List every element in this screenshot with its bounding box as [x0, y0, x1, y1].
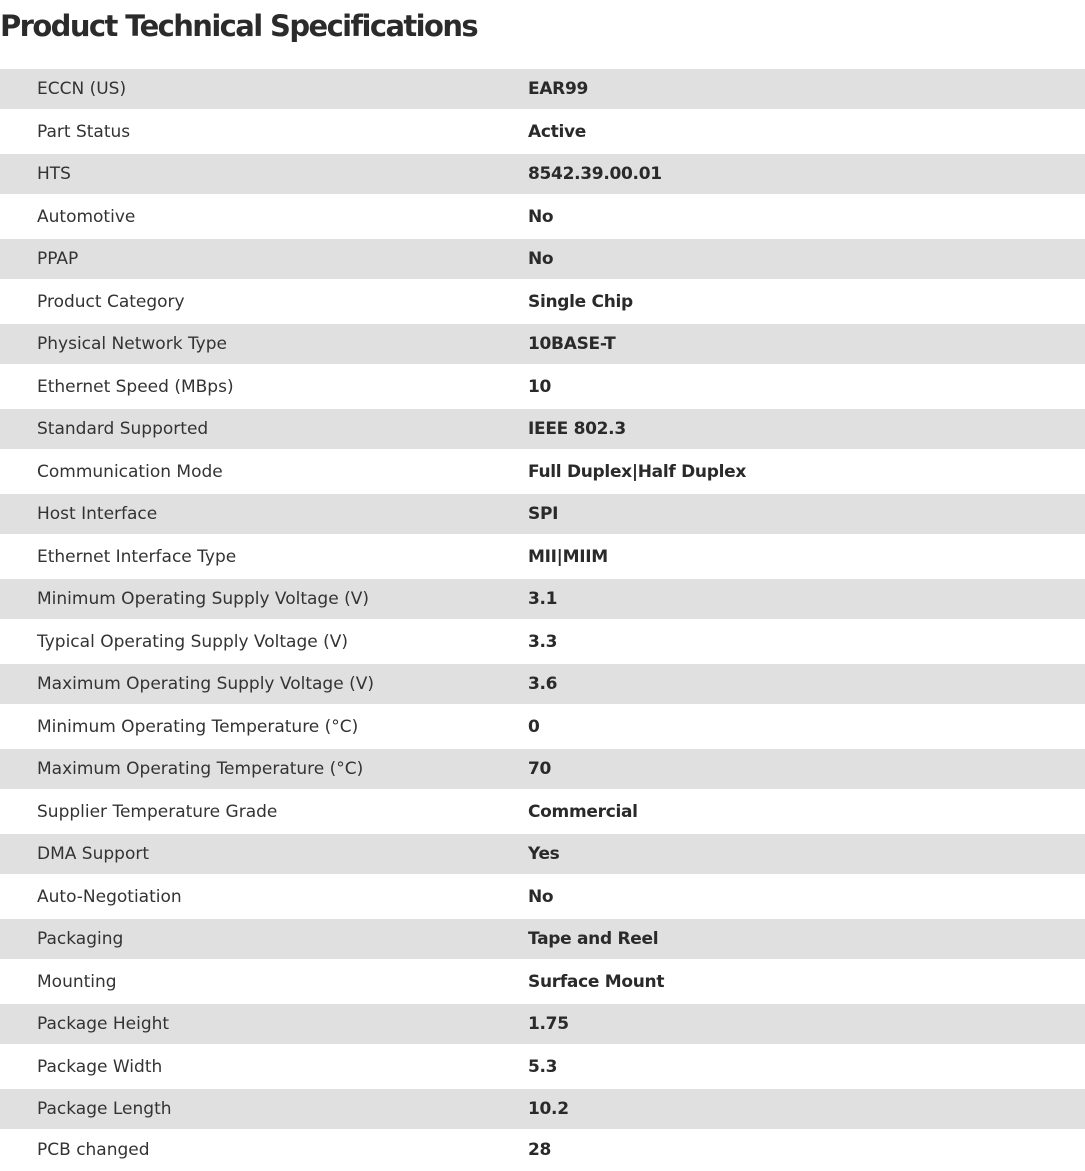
spec-label: Ethernet Speed (MBps) [37, 376, 234, 397]
spec-value: 70 [528, 759, 552, 779]
spec-label: Minimum Operating Supply Voltage (V) [37, 589, 369, 609]
spec-label: Product Category [37, 291, 185, 312]
spec-row [0, 1004, 1085, 1044]
spec-value: No [528, 206, 554, 227]
spec-row [0, 279, 1085, 324]
spec-value: Commercial [528, 801, 638, 822]
spec-label: Packaging [37, 929, 124, 949]
spec-label: PCB changed [37, 1140, 150, 1160]
spec-label: PPAP [37, 249, 79, 269]
spec-label: Auto-Negotiation [37, 886, 182, 907]
spec-row [0, 109, 1085, 154]
spec-value: 3.1 [528, 589, 558, 609]
spec-label: ECCN (US) [37, 79, 127, 99]
spec-value: 10.2 [528, 1099, 569, 1119]
spec-value: SPI [528, 504, 559, 524]
spec-value: No [528, 249, 554, 269]
spec-row [0, 1044, 1085, 1089]
spec-table [0, 69, 1085, 1171]
spec-value: 3.3 [528, 631, 558, 652]
spec-value: 28 [528, 1140, 552, 1160]
spec-value: No [528, 886, 554, 907]
spec-row [0, 409, 1085, 449]
spec-value: Yes [528, 844, 560, 864]
spec-value: Tape and Reel [528, 929, 659, 949]
spec-row [0, 834, 1085, 874]
spec-value: 10BASE-T [528, 334, 616, 354]
spec-label: Part Status [37, 121, 131, 142]
spec-label: Physical Network Type [37, 334, 227, 354]
spec-label: Package Length [37, 1099, 172, 1119]
spec-value: 10 [528, 376, 552, 397]
spec-row [0, 749, 1085, 789]
spec-value: Full Duplex|Half Duplex [528, 461, 747, 482]
spec-row [0, 874, 1085, 919]
spec-value: IEEE 802.3 [528, 419, 626, 439]
spec-value: 3.6 [528, 674, 558, 694]
spec-label: Supplier Temperature Grade [37, 801, 278, 822]
spec-row [0, 579, 1085, 619]
spec-value: Single Chip [528, 291, 633, 312]
spec-row [0, 449, 1085, 494]
spec-value: 1.75 [528, 1014, 569, 1034]
spec-label: Communication Mode [37, 461, 223, 482]
spec-label: Maximum Operating Supply Voltage (V) [37, 674, 374, 694]
spec-row [0, 194, 1085, 239]
spec-label: Package Height [37, 1014, 170, 1034]
spec-label: HTS [37, 164, 71, 184]
spec-row [0, 494, 1085, 534]
spec-label: Package Width [37, 1056, 163, 1077]
spec-row [0, 1129, 1085, 1171]
spec-row [0, 154, 1085, 194]
spec-value: MII|MIIM [528, 546, 608, 567]
spec-label: Ethernet Interface Type [37, 546, 237, 567]
spec-value: 0 [528, 716, 540, 737]
spec-label: Host Interface [37, 504, 158, 524]
spec-row [0, 704, 1085, 749]
spec-row [0, 664, 1085, 704]
spec-row [0, 69, 1085, 109]
spec-row [0, 959, 1085, 1004]
spec-row [0, 239, 1085, 279]
spec-label: Maximum Operating Temperature (°C) [37, 759, 364, 779]
page-title: Product Technical Specifications [0, 9, 478, 43]
spec-value: 5.3 [528, 1056, 558, 1077]
spec-label: Automotive [37, 206, 136, 227]
spec-value: EAR99 [528, 79, 589, 99]
spec-row [0, 789, 1085, 834]
spec-label: Typical Operating Supply Voltage (V) [37, 631, 348, 652]
spec-row [0, 919, 1085, 959]
spec-value: Surface Mount [528, 971, 665, 992]
spec-label: Mounting [37, 971, 117, 992]
spec-row [0, 324, 1085, 364]
spec-row [0, 1089, 1085, 1129]
spec-label: DMA Support [37, 844, 149, 864]
spec-value: 8542.39.00.01 [528, 164, 662, 184]
spec-row [0, 534, 1085, 579]
spec-row [0, 364, 1085, 409]
spec-value: Active [528, 121, 586, 142]
spec-label: Standard Supported [37, 419, 209, 439]
spec-row [0, 619, 1085, 664]
spec-label: Minimum Operating Temperature (°C) [37, 716, 359, 737]
